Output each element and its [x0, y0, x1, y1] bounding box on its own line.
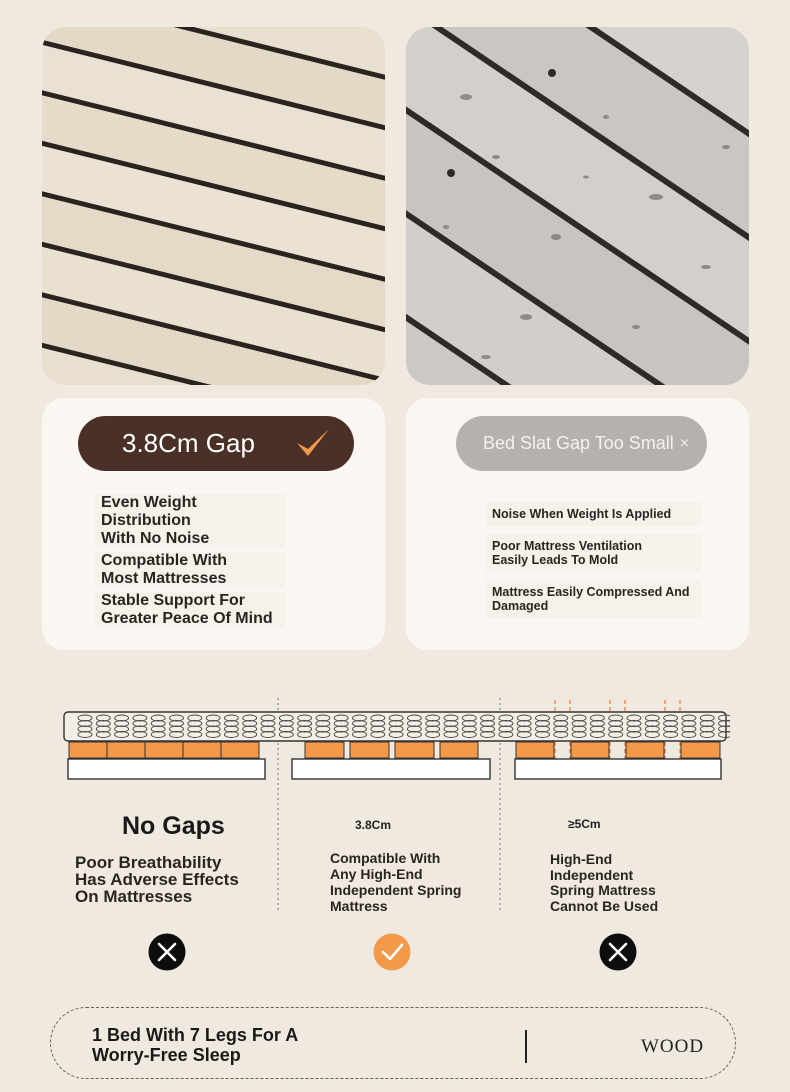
footer-tagline: 1 Bed With 7 Legs For A Worry-Free Sleep	[92, 1025, 299, 1065]
x-circle-icon	[599, 933, 637, 971]
feature-item: Compatible With Most Mattresses	[95, 552, 285, 588]
gap-38-pill	[78, 416, 354, 471]
feature-item: Even Weight Distribution With No Noise	[95, 494, 285, 548]
photo-moldy-slats	[406, 27, 749, 385]
feature-item: Noise When Weight Is Applied	[486, 502, 701, 526]
no-gaps-title: No Gaps	[122, 812, 225, 840]
gap-too-small-pill-label: Bed Slat Gap Too Small	[483, 433, 674, 453]
gap-38-label: 3.8Cm	[355, 818, 392, 832]
gap-5-description: High-End Independent Spring Mattress Cannot Be Used	[550, 851, 659, 914]
gap-5-label: ≥5Cm	[568, 817, 601, 831]
good-features-list	[95, 494, 285, 632]
slats	[69, 742, 720, 758]
brand-wordmark: WOOD	[641, 1036, 705, 1057]
check-icon	[294, 425, 332, 461]
bad-gap-card	[406, 398, 749, 650]
no-gaps-description: Poor Breathability Has Adverse Effects On Mattresses	[75, 853, 239, 906]
check-circle-icon	[373, 933, 411, 971]
gap-38-pill-label: 3.8Cm Gap	[122, 428, 255, 458]
x-mark-icon: ×	[679, 434, 690, 452]
gap-too-small-pill	[456, 416, 707, 471]
bed-frames	[68, 759, 721, 779]
photo-wide-slats	[42, 27, 385, 385]
footer-divider	[525, 1030, 527, 1063]
feature-item: Poor Mattress Ventilation Easily Leads To Mold	[486, 534, 701, 572]
feature-item: Mattress Easily Compressed And Damaged	[486, 580, 701, 618]
footer-banner	[50, 1007, 736, 1079]
good-gap-card	[42, 398, 385, 650]
bad-features-list	[486, 502, 701, 626]
gap-38-description: Compatible With Any High-End Independent Spring Mattress	[330, 850, 462, 914]
x-circle-icon	[148, 933, 186, 971]
feature-item: Stable Support For Greater Peace Of Mind	[95, 592, 285, 628]
